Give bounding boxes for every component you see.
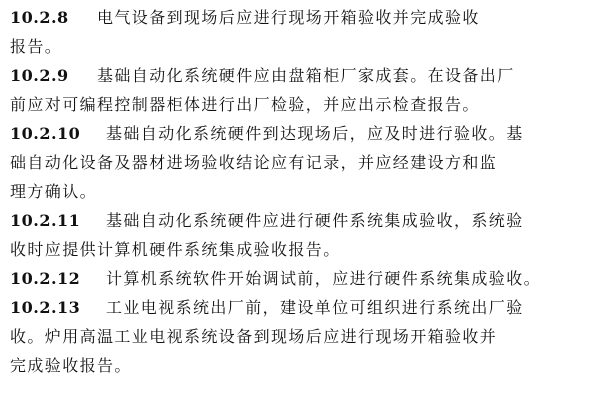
clause-text: 理方确认。 [10,182,98,201]
clause-10-2-12-line-1 [10,265,600,293]
clause-text: 完成验收报告。 [10,356,132,375]
clause-number: 10.2.11 [10,211,81,230]
clause-text: 基础自动化系统硬件应进行硬件系统集成验收，系统验 [106,211,524,230]
clause-text: 基础自动化系统硬件应由盘箱柜厂家成套。在设备出厂 [97,66,515,85]
clause-10-2-13-line-1 [10,294,600,322]
clause-number: 10.2.12 [10,269,81,288]
clause-number: 10.2.10 [10,124,81,143]
clause-text: 报告。 [10,37,63,56]
clause-10-2-8-line-1 [10,4,600,32]
clause-text: 前应对可编程控制器柜体进行出厂检验，并应出示检查报告。 [10,95,480,114]
clause-10-2-10-line-1 [10,120,600,148]
clause-text: 基础自动化系统硬件到达现场后，应及时进行验收。基 [106,124,524,143]
clause-text: 计算机系统软件开始调试前，应进行硬件系统集成验收。 [106,269,542,288]
clause-text: 础自动化设备及器材进场验收结论应有记录，并应经建设方和监 [10,153,498,172]
clause-text: 收。炉用高温工业电视系统设备到现场后应进行现场开箱验收并 [10,327,498,346]
clause-10-2-13-line-2 [10,323,600,351]
clause-10-2-11-line-2 [10,236,600,264]
clause-number: 10.2.8 [10,8,69,27]
clause-10-2-10-line-2 [10,149,600,177]
clause-text: 工业电视系统出厂前，建设单位可组织进行系统出厂验 [106,298,524,317]
clause-10-2-10-line-3 [10,178,600,206]
clause-10-2-13-line-3 [10,352,600,380]
clause-number: 10.2.9 [10,66,69,85]
clause-10-2-9-line-2 [10,91,600,119]
clause-10-2-9-line-1 [10,62,600,90]
clause-number: 10.2.13 [10,298,81,317]
clause-text: 收时应提供计算机硬件系统集成验收报告。 [10,240,341,259]
clause-10-2-11-line-1 [10,207,600,235]
clause-10-2-8-line-2 [10,33,600,61]
clause-text: 电气设备到现场后应进行现场开箱验收并完成验收 [97,8,480,27]
